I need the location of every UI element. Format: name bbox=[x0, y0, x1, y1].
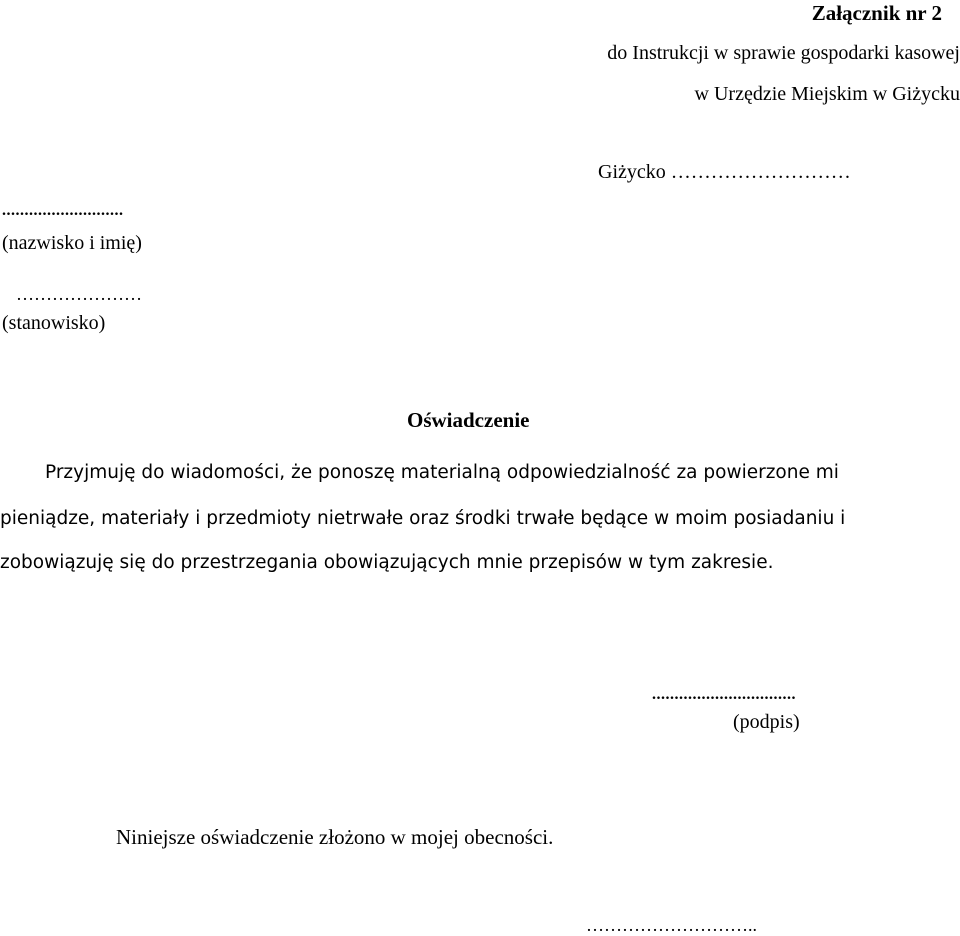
position-dotted-line: ………………… bbox=[16, 284, 142, 304]
name-dotted-line: ........................... bbox=[2, 202, 124, 219]
attachment-title: Załącznik nr 2 bbox=[811, 1, 942, 25]
document-title: Oświadczenie bbox=[407, 408, 530, 432]
place-date-field: Giżycko ……………………… bbox=[598, 161, 851, 183]
position-label: (stanowisko) bbox=[2, 312, 106, 334]
statement-line-1: Przyjmuję do wiadomości, że ponoszę materialną odpowiedzialność za powierzone mi bbox=[45, 462, 839, 483]
witness-statement: Niniejsze oświadczenie złożono w mojej obecności. bbox=[116, 825, 554, 849]
statement-line-3: zobowiązuję się do przestrzegania obowiązujących mnie przepisów w tym zakresie. bbox=[0, 552, 774, 573]
attachment-subtitle: do Instrukcji w sprawie gospodarki kasowej bbox=[607, 42, 960, 64]
statement-line-2: pieniądze, materiały i przedmioty nietrwałe oraz środki trwałe będące w moim posiadaniu i bbox=[0, 508, 846, 529]
witness-signature-dotted-line: ……………………….. bbox=[586, 915, 757, 935]
attachment-office: w Urzędzie Miejskim w Giżycku bbox=[694, 83, 960, 105]
signature-dotted-line: ................................ bbox=[652, 686, 796, 703]
signature-label: (podpis) bbox=[733, 711, 800, 733]
name-label: (nazwisko i imię) bbox=[2, 232, 142, 254]
